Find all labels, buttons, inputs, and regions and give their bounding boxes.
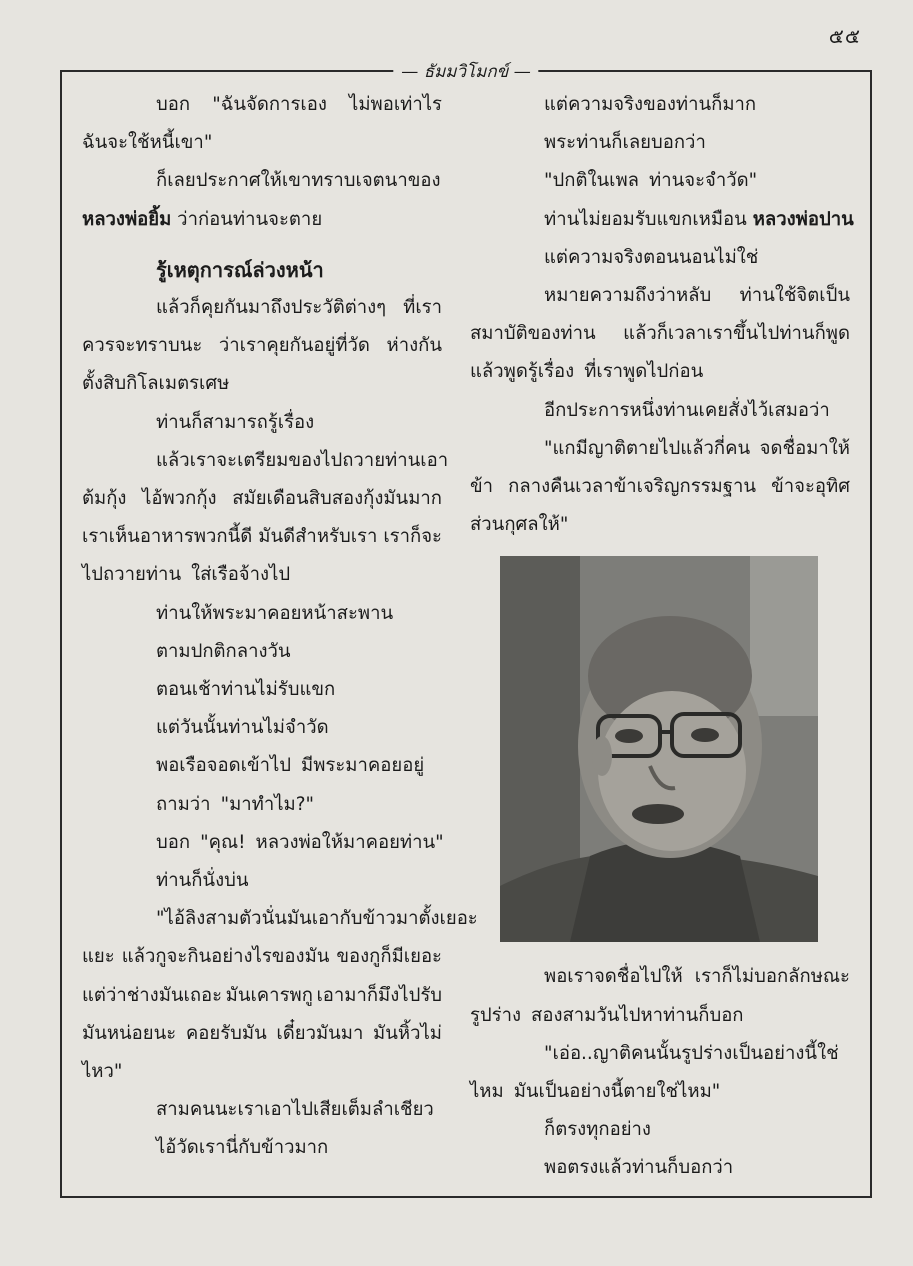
text-segment: ท่านไม่ยอมรับแขกเหมือน [544, 208, 753, 230]
text-segment: "มาทำไม?" [220, 793, 315, 815]
text-line [82, 442, 449, 480]
text-segment: ก็ตรงทุกอย่าง [544, 1119, 651, 1141]
text-segment: แต่ความจริงตอนนอนไม่ใช่ [544, 246, 759, 268]
text-segment: เราก็จะ [383, 526, 442, 548]
text-line [82, 518, 442, 556]
text-segment: มันเคารพกู [225, 984, 313, 1006]
text-segment: แล้วพูดรู้เรื่อง [470, 361, 575, 383]
text-line [470, 162, 850, 200]
text-line [470, 997, 850, 1035]
text-line [82, 201, 442, 239]
text-segment: แต่ความจริงของท่านก็มาก [544, 94, 757, 115]
text-line [82, 862, 442, 900]
text-line [82, 365, 442, 403]
text-segment: "แกมีญาติตายไปแล้วกี่คน [544, 437, 751, 459]
text-line [470, 315, 850, 353]
text-line [82, 289, 442, 327]
text-segment: หมายความถึงว่าหลับ [544, 285, 712, 307]
text-segment: มีพระมาคอยอยู่ [301, 755, 425, 777]
text-segment: แล้วกูจะกินอย่างไรของมัน [121, 946, 330, 968]
text-segment: มันหน่อยนะ [82, 1022, 177, 1044]
text-line [82, 595, 442, 633]
text-segment: ตามปกติกลางวัน [156, 640, 291, 662]
header-title: ธัมมวิโมกข์ [423, 62, 509, 82]
text-segment: ห่างกัน [386, 335, 442, 357]
text-segment: เราก็ไม่บอกลักษณะ [694, 966, 850, 988]
text-segment: ตั้งสิบกิโลเมตรเศษ [82, 373, 230, 395]
text-line [82, 786, 442, 824]
text-line [82, 124, 442, 162]
text-line [82, 747, 442, 785]
text-line [470, 201, 854, 239]
right-column [470, 86, 854, 1188]
text-segment: มันเป็นอย่างนี้ตายใช่ไหม" [513, 1081, 721, 1103]
text-segment: แยะ [82, 946, 115, 968]
text-segment: ตอนเช้าท่านไม่รับแขก [156, 679, 336, 701]
bold-name: หลวงพ่อปาน [752, 208, 854, 230]
text-line [470, 392, 850, 430]
section-heading: รู้เหตุการณ์ล่วงหน้า [156, 257, 324, 282]
monk-portrait-icon [500, 556, 818, 942]
text-segment: แล้วก็เวลาเราขึ้นไปท่านก็พูด [623, 323, 850, 345]
text-segment: ไอ้วัดเรานี่กับข้าวมาก [156, 1137, 329, 1159]
text-line [82, 162, 442, 200]
text-line [82, 900, 478, 938]
left-column [82, 86, 478, 1168]
text-segment: ของกูก็มีเยอะ [336, 946, 442, 968]
text-line [82, 86, 442, 124]
text-line [470, 277, 850, 315]
text-segment: เอา [420, 449, 449, 471]
text-segment: อีกประการหนึ่งท่านเคยสั่งไว้เสมอว่า [544, 399, 830, 421]
text-segment: ว่าเราคุยกันอยู่ที่วัด [218, 335, 370, 357]
text-line [470, 468, 850, 506]
text-line [82, 938, 442, 976]
text-segment: ไปถวายท่าน [82, 564, 182, 586]
right-column-top-text [470, 86, 854, 544]
text-segment: ใส่เรือจ้างไป [191, 564, 291, 586]
text-segment: ข้าจะอุทิศ [771, 476, 850, 498]
text-segment: "ไอ้ลิงสามตัวนั่นมันเอากับข้าวมาตั้งเยอะ [156, 908, 478, 930]
text-segment: แต่วันนั้นท่านไม่จำวัด [156, 717, 329, 739]
text-line [470, 353, 850, 391]
text-segment: เอามาก็มึงไปรับ [316, 984, 442, 1006]
text-line [470, 1111, 850, 1149]
text-line [82, 671, 442, 709]
text-segment: "เอ่อ..ญาติคนนั้นรูปร่างเป็นอย่างนี้ใช่ [544, 1042, 839, 1064]
text-segment: ที่เราพูดไปก่อน [584, 361, 704, 383]
text-line [470, 1073, 850, 1111]
text-segment: บอก [156, 94, 191, 115]
page-frame [60, 62, 872, 1198]
text-segment: ท่านจะจำวัด" [649, 170, 758, 192]
text-line [470, 1035, 850, 1073]
text-line [82, 1091, 442, 1129]
text-segment: หลวงพ่อให้มาคอยท่าน" [255, 831, 444, 853]
text-segment: เดี๋ยวมันมา [276, 1022, 364, 1044]
text-segment: เราเห็นอาหารพวกนี้ดี [82, 526, 253, 548]
text-line [82, 480, 442, 518]
page-number: ๕๕ [828, 24, 861, 48]
text-segment: สามคนนะเราเอาไปเสียเต็มลำเชียว [156, 1099, 434, 1121]
text-line [82, 1129, 442, 1167]
text-segment: ต้มกุ้ง [82, 488, 127, 510]
text-line [470, 86, 850, 124]
text-line [82, 633, 442, 671]
monk-portrait-photo [500, 556, 818, 942]
text-segment: สมาบัติของท่าน [470, 323, 596, 345]
text-line [82, 327, 442, 365]
text-line [470, 124, 850, 162]
text-line [470, 1149, 850, 1187]
text-segment: พอเราจดชื่อไปให้ [544, 966, 683, 988]
text-segment: ไหว" [82, 1061, 123, 1083]
text-segment: มันดีสำหรับเรา [258, 526, 378, 548]
text-segment: แล้วเราจะเตรียมของไปถวายท่าน [156, 449, 421, 471]
text-segment: พอตรงแล้วท่านก็บอกว่า [544, 1157, 734, 1179]
text-segment: ควรจะทราบนะ [82, 335, 203, 357]
text-line [470, 506, 850, 544]
text-segment: ฉันจะใช้หนี้เขา" [82, 132, 213, 154]
text-line [82, 556, 442, 594]
text-segment: มันหิ้วไม่ [373, 1022, 442, 1044]
text-segment: "ฉันจัดการเอง [212, 94, 327, 115]
text-segment: ไอ้พวกกุ้ง [142, 488, 217, 510]
text-segment: ถามว่า [156, 793, 211, 815]
text-segment: พระท่านก็เลยบอกว่า [544, 132, 706, 154]
text-segment: รูปร่าง [470, 1004, 522, 1026]
text-segment: แต่ว่าช่างมันเถอะ [82, 984, 223, 1006]
text-segment: บอก [156, 831, 191, 853]
text-segment: ไหม [470, 1081, 504, 1103]
text-segment: ไม่พอเท่าไร [349, 94, 442, 115]
text-segment: แล้วก็คุยกันมาถึงประวัติต่างๆ [156, 297, 387, 319]
text-line [82, 404, 442, 442]
text-segment: ท่านก็นั่งบ่น [156, 870, 249, 892]
text-segment: กลางคืนเวลาข้าเจริญกรรมฐาน [508, 476, 756, 498]
text-line [470, 239, 850, 277]
text-line [470, 958, 850, 996]
bold-name: หลวงพ่อยิ้ม [82, 208, 172, 230]
right-column-bottom-text [470, 958, 850, 1187]
text-segment: ส่วนกุศลให้" [470, 514, 569, 536]
text-line [82, 1053, 442, 1091]
text-segment: สมัยเดือนสิบสองกุ้งมันมาก [232, 488, 442, 510]
text-line [82, 1015, 442, 1053]
text-segment: ข้า [470, 476, 494, 498]
text-segment: ก็เลยประกาศให้เขาทราบเจตนาของ [156, 170, 441, 192]
text-line [82, 824, 442, 862]
text-segment: ท่านก็สามารถรู้เรื่อง [156, 411, 315, 433]
text-segment: จดชื่อมาให้ [759, 437, 850, 459]
text-segment: "ปกติในเพล [544, 170, 640, 192]
text-segment: ท่านให้พระมาคอยหน้าสะพาน [156, 602, 394, 624]
text-line [82, 709, 442, 747]
text-segment: สองสามวันไปหาท่านก็บอก [531, 1004, 744, 1026]
running-header: — ธัมมวิโมกข์ — [393, 58, 538, 85]
text-segment: ที่เรา [403, 297, 442, 319]
text-line [470, 430, 850, 468]
text-segment: ว่าก่อนท่านจะตาย [171, 208, 323, 230]
text-line [82, 977, 442, 1015]
spacer [82, 239, 442, 251]
text-segment: คอยรับมัน [185, 1022, 267, 1044]
text-segment: "คุณ! [200, 831, 246, 853]
text-segment: พอเรือจอดเข้าไป [156, 755, 292, 777]
text-segment: ท่านใช้จิตเป็น [739, 285, 850, 307]
